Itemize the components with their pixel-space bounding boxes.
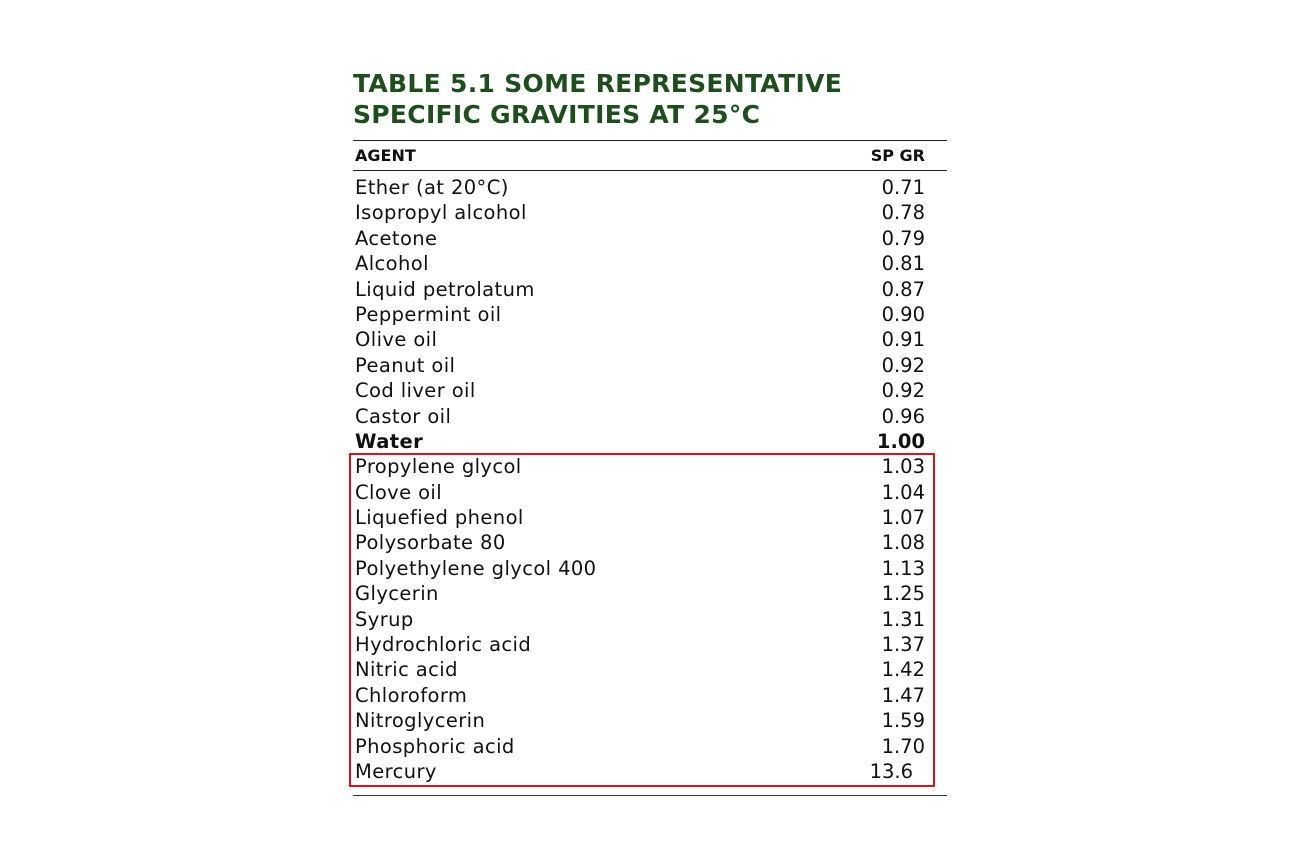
sp-gr-cell: 0.71 (881, 176, 925, 199)
header-agent: AGENT (355, 146, 416, 165)
agent-cell: Acetone (355, 226, 438, 250)
sp-gr-cell: 1.42 (881, 658, 925, 682)
agent-cell: Polyethylene glycol 400 (355, 556, 597, 580)
sp-gr-cell: 0.96 (881, 404, 925, 428)
header-rule (353, 170, 947, 171)
table-row-water (355, 429, 925, 454)
agent-cell: Nitroglycerin (355, 709, 486, 733)
sp-gr-cell: 0.91 (881, 328, 925, 352)
sp-gr-cell: 0.78 (881, 201, 925, 225)
sp-gr-cell: 0.79 (881, 226, 925, 250)
sp-gr-cell: 0.92 (881, 379, 925, 403)
table-title-line2: SPECIFIC GRAVITIES AT 25°C (353, 100, 761, 129)
bottom-rule (353, 795, 947, 796)
table-title-line1: TABLE 5.1 SOME REPRESENTATIVE (353, 69, 843, 98)
table-row (355, 302, 925, 327)
agent-cell: Cod liver oil (355, 379, 476, 403)
specific-gravity-table (353, 68, 947, 783)
agent-cell: Olive oil (355, 328, 438, 352)
table-header (355, 146, 925, 168)
agent-cell: Glycerin (355, 582, 439, 606)
sp-gr-cell: 0.90 (881, 302, 925, 326)
agent-cell: Peppermint oil (355, 302, 502, 326)
sp-gr-cell: 1.00 (876, 429, 925, 453)
agent-cell: Propylene glycol (355, 455, 522, 479)
agent-cell: Mercury (355, 759, 437, 783)
agent-cell: Water (355, 429, 424, 453)
agent-cell: Nitric acid (355, 658, 458, 682)
sp-gr-cell: 0.81 (881, 252, 925, 276)
header-sp-gr: SP GR (870, 146, 925, 165)
sp-gr-cell: 0.87 (881, 277, 925, 301)
agent-cell: Clove oil (355, 480, 443, 504)
agent-cell: Ether (at 20°C) (355, 176, 509, 199)
table-row (355, 251, 925, 276)
sp-gr-cell: 0.92 (881, 353, 925, 377)
sp-gr-cell: 1.25 (881, 582, 925, 606)
sp-gr-cell: 1.59 (881, 709, 925, 733)
agent-cell: Polysorbate 80 (355, 531, 506, 555)
sp-gr-cell: 1.13 (881, 556, 925, 580)
sp-gr-cell: 1.04 (881, 480, 925, 504)
sp-gr-cell: 1.07 (881, 506, 925, 530)
agent-cell: Castor oil (355, 404, 452, 428)
agent-cell: Isopropyl alcohol (355, 201, 527, 225)
sp-gr-cell: 1.70 (881, 734, 925, 758)
sp-gr-cell: 1.37 (881, 633, 925, 657)
table-row (355, 378, 925, 403)
table-row (355, 353, 925, 378)
top-rule (353, 140, 947, 141)
table-row (355, 327, 925, 352)
sp-gr-cell: 1.03 (881, 455, 925, 479)
sp-gr-cell: 1.47 (881, 683, 925, 707)
agent-cell: Chloroform (355, 683, 468, 707)
agent-cell: Phosphoric acid (355, 734, 515, 758)
table-title (353, 68, 947, 130)
sp-gr-cell: 1.08 (881, 531, 925, 555)
agent-cell: Hydrochloric acid (355, 633, 532, 657)
agent-cell: Alcohol (355, 252, 429, 276)
table-row (355, 200, 925, 225)
table-row (355, 226, 925, 251)
sp-gr-cell: 13.6 (869, 759, 913, 783)
highlight-box (349, 453, 935, 787)
table-row (355, 175, 925, 200)
table-row (355, 277, 925, 302)
agent-cell: Liquefied phenol (355, 506, 524, 530)
agent-cell: Peanut oil (355, 353, 456, 377)
agent-cell: Syrup (355, 607, 414, 631)
sp-gr-cell: 1.31 (881, 607, 925, 631)
table-row (355, 404, 925, 429)
agent-cell: Liquid petrolatum (355, 277, 535, 301)
